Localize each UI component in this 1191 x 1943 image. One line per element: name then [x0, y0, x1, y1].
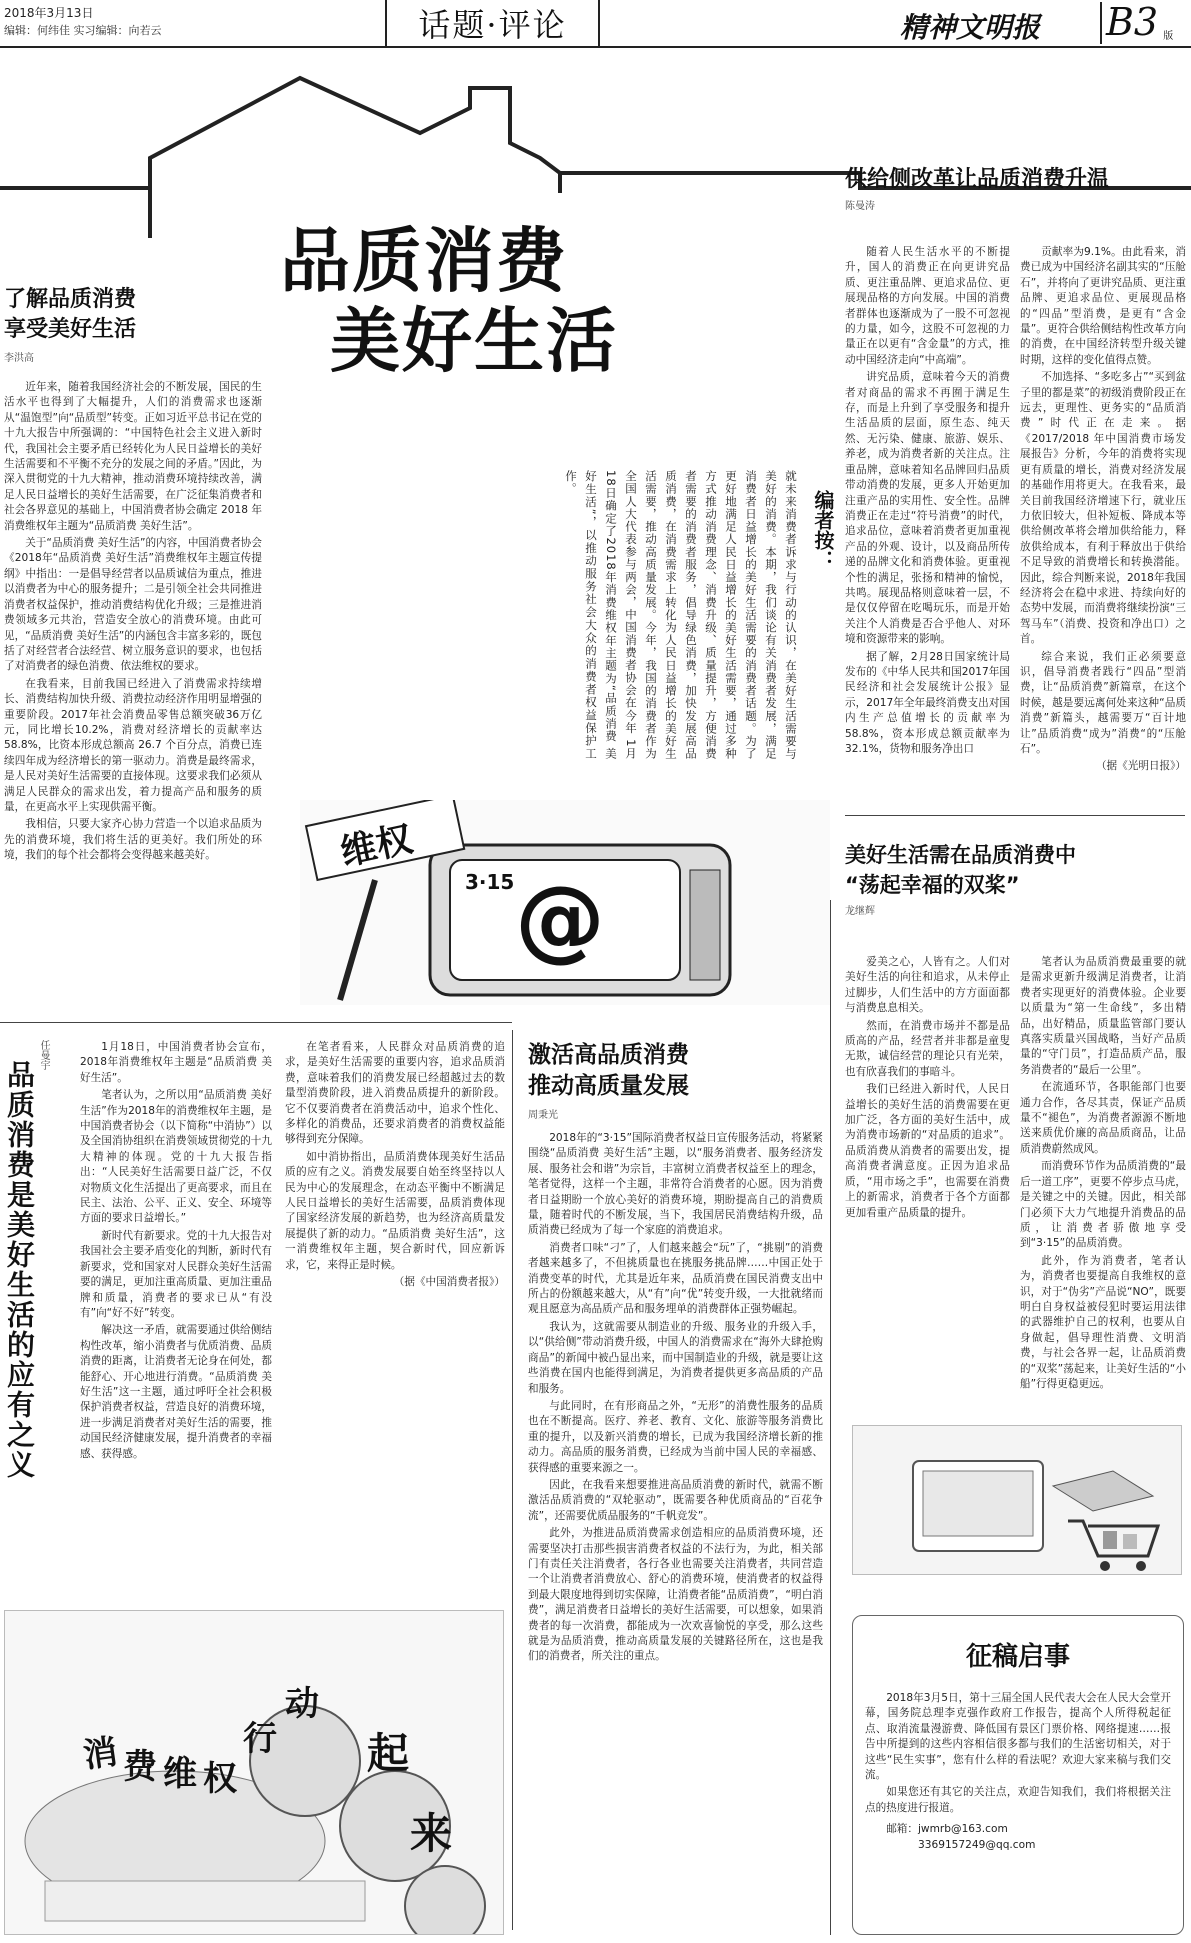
middle-article-title-line2: 推动高质量发展	[528, 1073, 689, 1099]
paragraph: 解决这一矛盾，就需要通过供给侧结构性改革，缩小消费者与优质消费、品质消费的距离，让消费者无论身在何处，都能舒心、开心地进行消费。“品质消费 美好生活”这一主题，通过呼吁全社会积极保护消费者权益，营造良好的消费环境，进一步满足消费者对美好生活的需要，推动国民经济健康发展，提升消费者的幸福感、获得感。	[80, 1324, 272, 1460]
left-article	[4, 285, 262, 866]
slogan-char: 费	[123, 1747, 157, 1787]
paragraph: 随着人民生活水平的不断提升，国人的消费正在向更讲究品质、更注重品牌、更追求品位、更展现品格的方向发展。中国的消费者群体也逐渐成为了一股不可忽视的力量，如今，这股不可忽视的力量正在以更有“含金量”的方式，推动中国经济走向“中高端”。	[845, 246, 1010, 366]
paragraph: 笔者认为，之所以用“品质消费 美好生活”作为2018年的消费维权年主题，是中国消费者协会（以下简称“中消协”）以及全国消协组织在消费领域贯彻党的十九大精神的体现。党的十九大报告指出：“人民美好生活需要日益广泛，不仅对物质文化生活提出了更高要求，而且在民主、法治、公平、正义、安全、环境等方面的要求日益增长。”	[80, 1089, 272, 1225]
consumer-rights-illustration	[300, 800, 830, 1005]
issue-date: 2018年3月13日	[4, 6, 94, 20]
right-mid-article-body-col1	[845, 955, 1010, 1410]
slogan-char: 起	[367, 1729, 410, 1778]
paragraph: 关于“品质消费 美好生活”的内容，中国消费者协会《2018年“品质消费 美好生活”消费维权年主题宣传提纲》中指出：一是倡导经营者以品质诚信为重点，推进以消费者为中心的服务提升；二是引领全社会共同推进消费者权益保护，推动消费结构优化升级；三是推进消费领域多元共治，营造安全放心的消费环境。由此可见，“品质消费 美好生活”的内涵包含丰富多彩的，既包括了对经营者合法经营、树立服务意识的要求，也包括了对消费者的绿色消费、依法维权的要求。	[4, 537, 262, 673]
divider	[0, 1022, 512, 1023]
source-note: （据《中国消费者报》）	[393, 1276, 505, 1289]
paragraph: 如中消协指出，品质消费体现美好生活品质的应有之义。消费发展要自始至终坚持以人民为中心的发展理念，在动态平衡中不断满足人民日益增长的美好生活需要，品质消费体现了国家经济发展的新趋势，也为经济高质量发展提供了新的动力。“品质消费 美好生活”，这一消费维权年主题，契合新时代，回应新诉求，它，来得正是时候。	[285, 1150, 505, 1271]
paragraph: 据了解，2月28日国家统计局发布的《中华人民共和国2017年国民经济和社会发展统计公报》显示，2017年全年最终消费支出对国内生产总值增长的贡献率为58.8%，资本形成总额贡献率为32.1%，货物和服务净出口	[845, 650, 1010, 755]
right-top-article-body-col1	[845, 245, 1010, 805]
email-block	[865, 1822, 1171, 1853]
left-article-title-line2: 享受美好生活	[4, 317, 137, 342]
paragraph: 2018年3月5日，第十三届全国人民代表大会在人民大会堂开幕，国务院总理李克强作政府工作报告，提高个人所得税起征点、取消流量漫游费、降低国有景区门票价格、网络提速……报告中所提到的这些内容相信很多都与我们的生活密切相关，对于这些“民生实事”，您有什么样的看法呢？欢迎大家来稿与我们交流。	[865, 1692, 1171, 1782]
paragraph: 新时代有新要求。党的十九大报告对我国社会主要矛盾变化的判断，新时代有新要求，党和国家对人民群众美好生活需要的满足，更加注重高质量、更加注重品牌和质量，消费者的要求已从“有没有”向“好不好”转变。	[80, 1229, 272, 1319]
right-mid-article	[845, 840, 1185, 927]
page-number-box	[1100, 2, 1176, 44]
email-line	[886, 1822, 1171, 1837]
vertical-article-body-col2	[285, 1040, 505, 1585]
paragraph: 近年来，随着我国经济社会的不断发展，国民的生活水平也得到了大幅提升，人们的消费需求也逐渐从“温饱型”向“品质型”转变。正如习近平总书记在党的十九大报告中所强调的：“中国特色社会主义进入新时代，我国社会主要矛盾已经转化为人民日益增长的美好生活需要和不平衡不充分的发展之间的矛盾。”因此，为深入贯彻党的十九大精神，推动消费环境持续改善，满足人民日益增长的美好生活需要，在广泛征集消费者和社会各界意见的基础上，中国消费者协会确定 2018 年消费维权年主题为“品质消费 美好生活”。	[4, 381, 262, 532]
left-article-body	[4, 380, 262, 864]
paragraph: 如果您还有其它的关注点，欢迎告知我们，我们将根据关注点的热度进行报道。	[865, 1786, 1171, 1814]
feature-title-line1: 品质消费	[280, 219, 568, 302]
divider	[845, 815, 1185, 816]
right-top-article-body-col2	[1020, 245, 1186, 805]
paragraph: 2018年的“3·15”国际消费者权益日宣传服务活动，将紧紧围绕“品质消费 美好生活”主题，以“服务消费者、服务经济发展、服务社会和谐”为宗旨，丰富树立消费者权益至上的理念，笔者觉得，这样一个主题，非常符合消费者的心愿。因为消费者日益期盼一个放心美好的消费环境，期盼提高自己的消费质量，随着时代的不断发展，当下，我国居民消费结构升级，品质消费已经成为了每一个家庭的消费追求。	[528, 1132, 823, 1237]
slogan-char: 消	[80, 1731, 121, 1777]
page-number: B3	[1106, 0, 1159, 44]
paragraph: 贡献率为9.1%。由此看来，消费已成为中国经济名副其实的“压舱石”，并将向了更讲究品质、更注重品牌、更追求品位、更展现品格的“四品”型消费，是更有“含金量”。更符合供给侧结构性改革方向的消费，在中国经济转型升级关键时期，这样的变化值得点赞。	[1020, 246, 1186, 366]
email-label: 邮箱：	[886, 1823, 918, 1836]
right-mid-article-body-col2	[1020, 955, 1186, 1410]
editor-note	[318, 470, 838, 770]
vertical-article-author: 任曼宇	[38, 1040, 49, 1070]
right-mid-article-author: 龙继辉	[845, 906, 875, 917]
paragraph: 而消费环节作为品质消费的“最后一道工序”，更要不停步点马虎，是关键之中的关键。因此，相关部门必须下大力气地提升消费品的品质，让消费者骄傲地享受到“3·15”的品质消费。	[1020, 1160, 1186, 1250]
section-title-box	[385, 0, 600, 48]
right-mid-article-title-line1: 美好生活需在品质消费中	[845, 843, 1076, 867]
paragraph: 讲究品质，意味着今天的消费者对商品的需求不再囿于满足生存，而是上升到了享受服务和提升生活品质的层面，原生态、纯天然、无污染、健康、旅游、娱乐、养老，成为消费者新的关注点。注重品牌，意味着知名品牌回归品质带动消费的发展，更多人开始更加注重产品的实用性、安全性。品牌消费正在走过“符号消费”的时代，追求品位，意味着消费者更加重视产品的外观、设计，以及商品所传递的品牌文化和消费体验。更重视个性的满足，张扬和精神的愉悦，共鸣。展现品格则意味着一层，不是仅仅停留在吃喝玩乐，而是开始关注个人消费是否合乎他人、对环境和资源带来的影响。	[845, 371, 1010, 646]
paragraph: 此外，为推进品质消费需求创造相应的品质消费环境，还需要坚决打击那些损害消费者权益的不法行为，为此，相关部门有责任关注消费者，各行各业也需要关注消费者，共同营造一个让消费者消费放心、舒心的消费环境，使消费者的权益得到最大限度地得到切实保障，让消费者能“品质消费”，“明白消费”，满足消费者日益增长的美好生活需要，可以想象，如果消费者的每一次消费，都能成为一次欢喜愉悦的享受，那么这些就是为品质消费，推动高质量发展的关键路径所在，这也是我们的消费者，所关注的重点。	[528, 1527, 823, 1663]
slogan-char: 维	[163, 1754, 197, 1794]
call-for-papers-body	[865, 1691, 1171, 1816]
paragraph: 在我看来，目前我国已经进入了消费需求持续增长、消费结构加快升级、消费拉动经济作用明显增强的重要阶段。2017年社会消费品零售总额突破36万亿元，同比增长10.2%，消费对经济增长的贡献率达58.8%，比资本形成总额高 26.7 个百分点，消费已连续四年成为经济增长的第一驱动力。消费是最终需求，是人民对美好生活需要的直接体现。这要求我们必须从满足人民群众的需求出发，着力提高产品和服务的质量，在更高水平上实现供需平衡。	[4, 677, 262, 813]
middle-article-author: 周秉光	[528, 1110, 558, 1121]
call-for-papers-box	[852, 1615, 1184, 1935]
divider	[512, 1030, 513, 1930]
vertical-article-title: 品质消费是美好生活的应有之义	[3, 1060, 36, 1480]
paragraph: 笔者认为品质消费最重要的就是需求更新升级满足消费者，让消费者实现更好的消费体验。企业要以质量为“第一生命线”，多出精品，出好精品，质量监管部门要认真落实质量兴国战略，当好产品质量的“守门员”，打造品质产品，服务消费者的“最后一公里”。	[1020, 956, 1186, 1076]
shopping-drawing	[853, 1426, 1182, 1575]
paragraph: 我认为，这就需要从制造业的升级、服务业的升级入手，以“供给侧”带动消费升级，中国人的消费需求在“海外大肆抢购商品”的新闻中被凸显出来，而中国制造业的升级，就是要让这些消费在国内也能得到满足，为消费者提供更多高品质的产品和服务。	[528, 1320, 823, 1395]
paragraph: 因此，在我看来想要推进高品质消费的新时代，就需不断激活品质消费的“双轮驱动”，既需要各种优质商品的“百花争流”，还需要优质品服务的“千帆竞发”。	[528, 1478, 823, 1522]
editor-note-label: 编者按：	[811, 490, 835, 570]
editor-credits: 编辑：何纬佳 实习编辑：向若云	[4, 24, 162, 37]
paragraph: 在流通环节，各职能部门也要通力合作，各尽其责，保证产品质量不“褪色”，为消费者源源不断地送来质优价廉的高品质商品，让品质消费蔚然成风。	[1020, 1081, 1186, 1155]
right-mid-article-title-line2: “荡起幸福的双桨”	[845, 873, 1020, 897]
shopping-illustration	[852, 1425, 1182, 1575]
middle-article-title-line1: 激活高品质消费	[528, 1042, 689, 1068]
slogan-char: 来	[410, 1809, 453, 1858]
editor-note-text: 就未来消费者诉求与行动的认识，在美好生活需要与美好的消费。本期，我们谈论有关消费者发展，满足消费者日益增长的美好生活需要的消费者话题。为了更好地满足人民日益增长的美好生活需要，通过多种方式推动消费理念、消费升级、质量提升，方便消费者需要的消费者服务，倡导绿色消费，加快发展高品质消费，在消费需求上转化为人民日益增长的美好生活需要，推动高质量发展。今年，我国的消费者作为全国人大代表参与两会，中国消费者协会在今年 1月18日确定了2018年消费维权年主题为“品质消费 美好生活”，以推动服务社会大众的消费者权益保护工作。	[564, 470, 798, 760]
right-top-article	[845, 165, 1185, 222]
section-title: 话题·评论	[418, 6, 567, 44]
paragraph: 我相信，只要大家齐心协力营造一个以追求品质为先的消费环境，我们将生活的更美好。我们所处的环境，我们的每个社会都将会变得越来越美好。	[4, 818, 262, 862]
paragraph: 综合来说，我们正必须要意识，倡导消费者践行“四品”型消费，让“品质消费”新篇章，在这个时候，越是要远离何处来这种“品质消费”新篇头，越需要万“百计地让”品质消费“成为”消费“的“压舱石”。	[1020, 650, 1186, 755]
rights-action-drawing	[5, 1611, 504, 1935]
paragraph: 不加选择、“多吃多占”“买到盆子里的都是菜”的初级消费阶段正在远去，更理性、更务实的“品质消费”时代正在走来。据《2017/2018 年中国消费市场发展报告》分析，今年的消费将实现更有质量的增长，消费对经济发展的基础作用将更大。在我看来，最关目前我国经济增速下行，就业压力依旧较大，但补短板、降成本等供给侧改革将会增加供给能力，释放供给成本，有利于释放出于供给不足导致的消费增长和转换潜能。因此，综合判断来说，2018年我国经济将会在稳中求进、持续向好的态势中发展，而消费将继续扮演“三驾马车”（消费、投资和净出口）之首。	[1020, 371, 1186, 646]
feature-title-line2: 美好生活	[330, 299, 618, 382]
rights-action-illustration	[4, 1610, 504, 1935]
paragraph: 此外，作为消费者，笔者认为，消费者也要提高自我维权的意识，对于“伪劣”产品说“NO”，既要明白自身权益被侵犯时要运用法律的武器维护自己的权利，也要从自身做起，倡导理性消费、文明消费，与社会各界一起，让品质消费的“双桨”荡起来，让美好生活的“小船”行得更稳更远。	[1020, 1254, 1186, 1390]
paragraph: 爱美之心，人皆有之。人们对美好生活的向往和追求，从未停止过脚步，人们生活中的方方面面都与消费息息相关。	[845, 956, 1010, 1015]
tv-symbol: @	[515, 867, 605, 972]
vertical-article-body-col1	[80, 1040, 272, 1585]
middle-article	[528, 1040, 823, 1891]
source-note: （据《光明日报》）	[1095, 760, 1186, 773]
paragraph: 与此同时，在有形商品之外，“无形”的消费性服务的品质也在不断提高。医疗、养老、教育、文化、旅游等服务消费比重的提升，以及新兴消费的增长，已成为我国经济增长新的推动力。高品质的服务消费，已经成为当前中国人民的幸福感、获得感的重要来源之一。	[528, 1399, 823, 1474]
divider	[830, 900, 831, 1935]
slogan-char: 行	[243, 1719, 277, 1759]
left-article-author: 李洪高	[4, 353, 34, 364]
call-for-papers-title: 征稿启事	[965, 1642, 1070, 1672]
paragraph: 1月18日，中国消费者协会宣布，2018年消费维权年主题是“品质消费 美好生活”。	[80, 1041, 272, 1084]
page-suffix: 版	[1163, 31, 1174, 42]
paragraph: 在笔者看来，人民群众对品质消费的追求，是美好生活需要的重要内容，追求品质消费，意味着我们的消费发展已经超越过去的数量型消费阶段，进入消费品质提升的新阶段。它不仅要消费者在消费活动中，追求个性化、多样化的消费品，还要求消费者的消费权益能够得到充分保障。	[285, 1041, 505, 1146]
left-article-title-line1: 了解品质消费	[4, 287, 137, 312]
paragraph: 我们已经进入新时代，人民日益增长的美好生活的消费需要在更加广泛，各方面的美好生活中，成为消费市场新的“对品质的追求”。品质消费从消费者的需要出发，提高消费者满意度。正因为追求品质，“用市场之手”，也需要在消费上的新需求，消费者于各个方面都更加看重产品质量的提升。	[845, 1083, 1010, 1219]
email-address-1[interactable]: jwmrb@163.com	[917, 1823, 1008, 1836]
slogan-char: 动	[285, 1684, 319, 1724]
paragraph: 消费者口味“刁”了，人们越来越会“玩”了，“挑剔”的消费者越来越多了，不但挑质量也在挑服务挑品牌……中国正处于消费变革的时代，尤其是近年来，品质消费在国民消费支出中所占的份额越来越大，从“有”向“优”转变升级，一大批就绪而观且愿意为高品质产品和服务埋单的消费群体正强势崛起。	[528, 1241, 823, 1316]
tv-sign: 维权	[337, 818, 417, 874]
slogan-char: 权	[203, 1759, 237, 1799]
middle-article-body	[528, 1131, 823, 1891]
email-address-2[interactable]: 3369157249@qq.com	[917, 1838, 1036, 1851]
right-top-article-title: 供给侧改革让品质消费升温	[845, 167, 1110, 192]
right-top-article-author: 陈曼涛	[845, 201, 875, 212]
tv-date: 3·15	[465, 870, 515, 894]
paper-name: 精神文明报	[900, 11, 1041, 44]
paragraph: 然而，在消费市场并不都是品质高的产品，经营者并非都是童叟无欺，诚信经营的理论只有光荣，也有欣喜我们的事暗斗。	[845, 1019, 1010, 1078]
